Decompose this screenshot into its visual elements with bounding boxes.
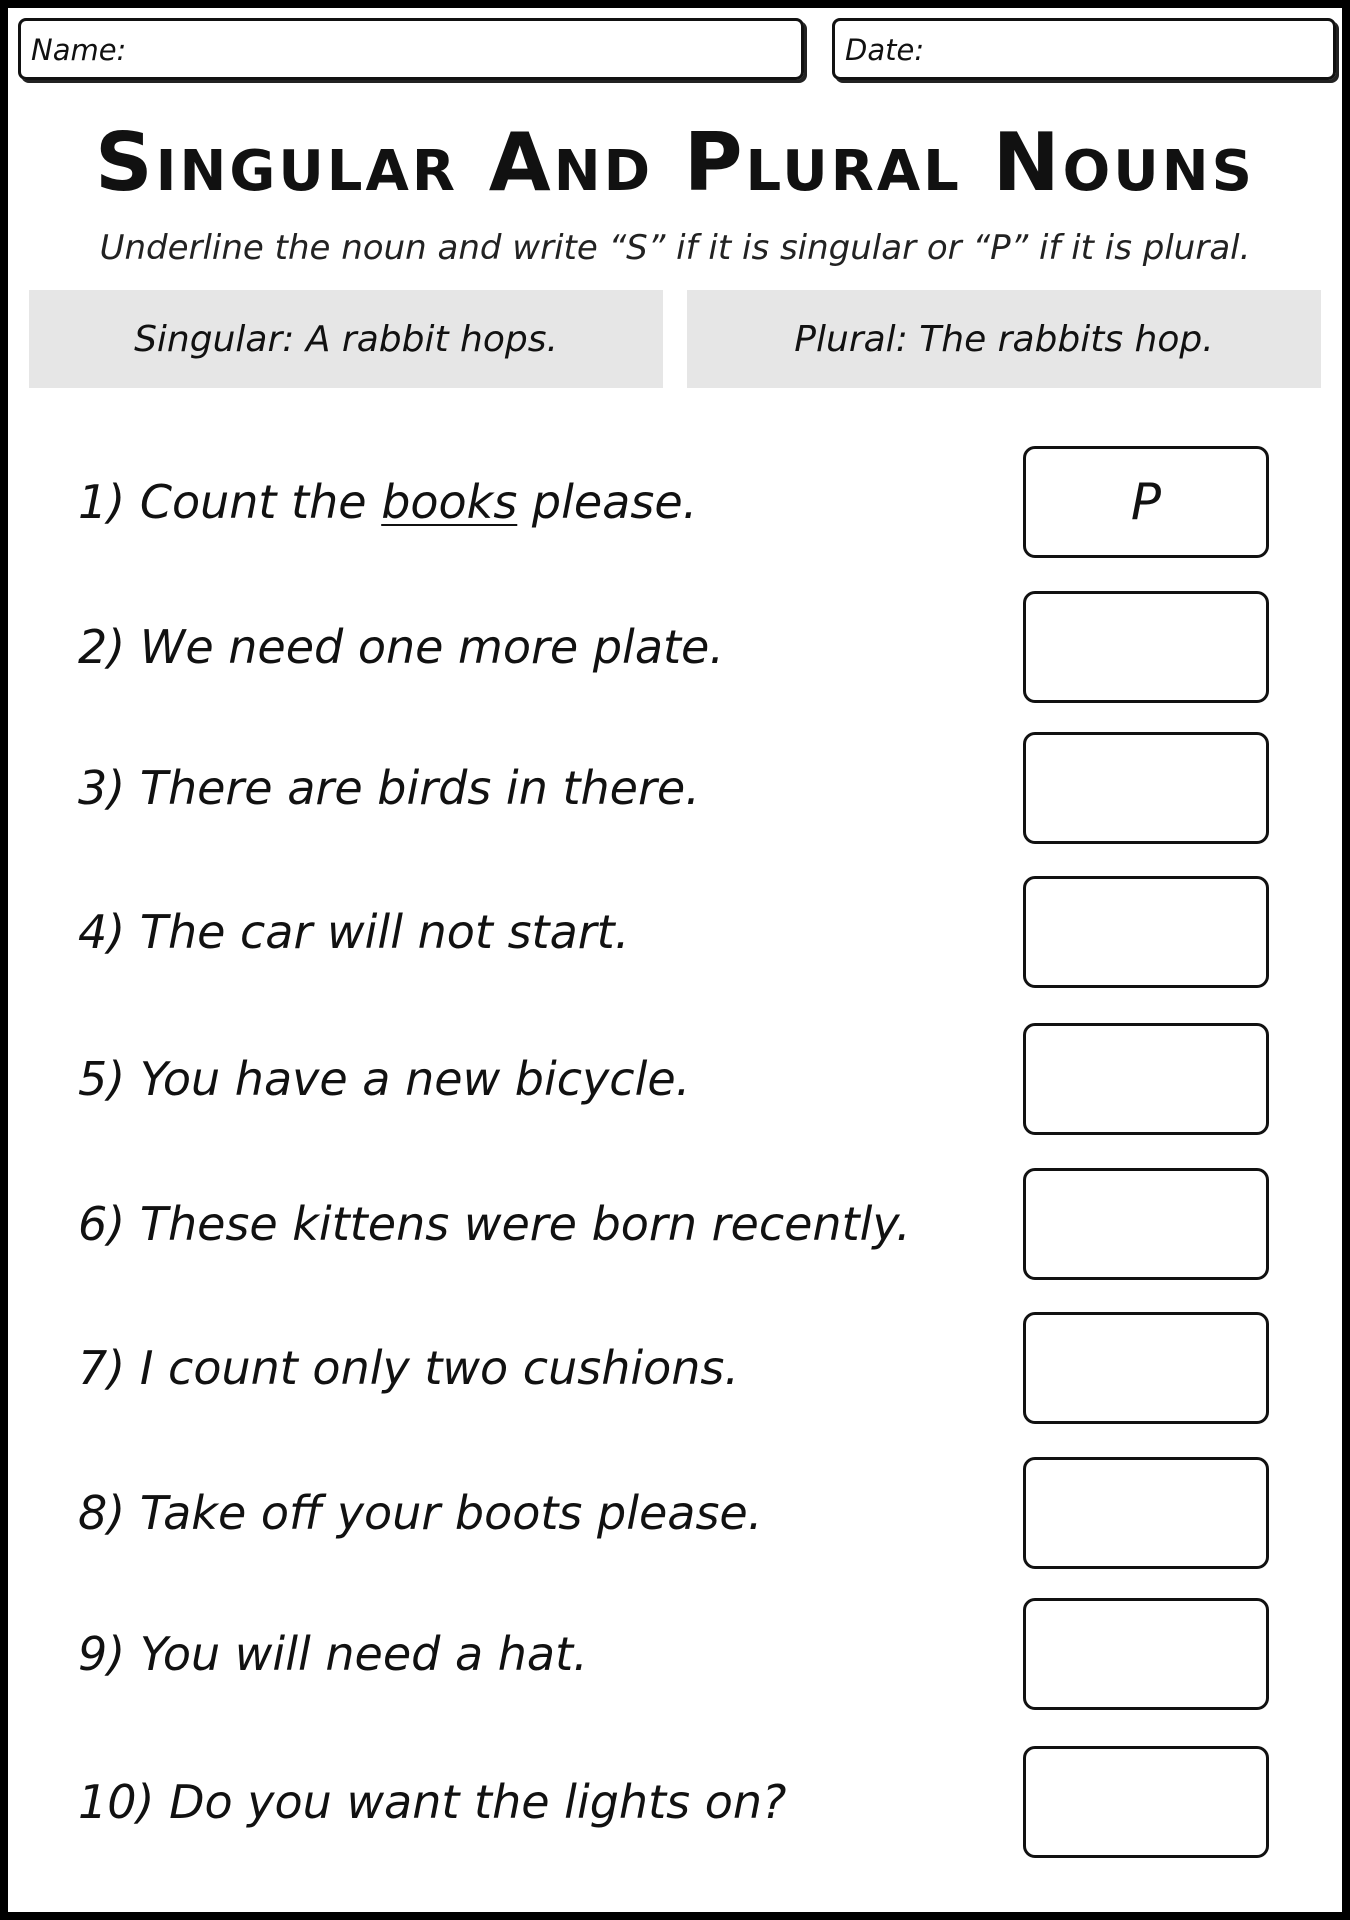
- underlined-noun: books: [381, 475, 518, 529]
- question-text: [78, 761, 700, 815]
- question-1: [78, 446, 978, 558]
- answer-box-1[interactable]: P: [1023, 446, 1269, 558]
- question-sentence: The car will not start.: [139, 905, 630, 959]
- question-text: [78, 475, 697, 529]
- question-sentence: We need one more plate.: [139, 620, 724, 674]
- answer-box-9[interactable]: [1023, 1598, 1269, 1710]
- singular-example: Singular: A rabbit hops.: [29, 290, 663, 388]
- question-text: [78, 1486, 762, 1540]
- question-sentence: Do you want the lights on?: [169, 1775, 787, 1829]
- question-sentence: Count the: [139, 475, 382, 529]
- question-6: [78, 1168, 978, 1280]
- answer-box-4[interactable]: [1023, 876, 1269, 988]
- question-number: 1): [78, 475, 140, 529]
- question-text: [78, 1197, 911, 1251]
- answer-box-7[interactable]: [1023, 1312, 1269, 1424]
- question-number: 4): [78, 905, 140, 959]
- question-sentence: You will need a hat.: [139, 1627, 588, 1681]
- question-number: 2): [78, 620, 140, 674]
- question-sentence: I count only two cushions.: [139, 1341, 740, 1395]
- name-field[interactable]: [18, 18, 804, 80]
- question-sentence: There are birds in there.: [139, 761, 700, 815]
- name-label: Name:: [31, 33, 127, 67]
- question-number: 3): [78, 761, 140, 815]
- question-sentence: These kittens were born recently.: [139, 1197, 911, 1251]
- question-2: [78, 591, 978, 703]
- question-text: [78, 1052, 690, 1106]
- answer-box-2[interactable]: [1023, 591, 1269, 703]
- question-10: [78, 1746, 978, 1858]
- question-3: [78, 732, 978, 844]
- question-sentence: You have a new bicycle.: [139, 1052, 691, 1106]
- plural-example: Plural: The rabbits hop.: [687, 290, 1321, 388]
- question-sentence: Take off your boots please.: [139, 1486, 763, 1540]
- date-field[interactable]: [832, 18, 1336, 80]
- question-9: [78, 1598, 978, 1710]
- question-number: 5): [78, 1052, 140, 1106]
- date-label: Date:: [845, 33, 925, 67]
- question-7: [78, 1312, 978, 1424]
- answer-box-8[interactable]: [1023, 1457, 1269, 1569]
- answer-box-5[interactable]: [1023, 1023, 1269, 1135]
- question-number: 10): [78, 1775, 170, 1829]
- instructions: Underline the noun and write “S” if it is singular or “P” if it is plural.: [99, 228, 1251, 268]
- answer-box-3[interactable]: [1023, 732, 1269, 844]
- question-number: 8): [78, 1486, 140, 1540]
- question-number: 6): [78, 1197, 140, 1251]
- question-number: 7): [78, 1341, 140, 1395]
- question-text: [78, 1627, 588, 1681]
- answer-box-10[interactable]: [1023, 1746, 1269, 1858]
- question-8: [78, 1457, 978, 1569]
- worksheet-title: Singular And Plural Nouns: [95, 116, 1255, 209]
- question-text: [78, 1775, 786, 1829]
- answer-box-6[interactable]: [1023, 1168, 1269, 1280]
- question-4: [78, 876, 978, 988]
- question-text: [78, 620, 724, 674]
- question-text: [78, 905, 629, 959]
- question-sentence-end: please.: [517, 475, 698, 529]
- question-number: 9): [78, 1627, 140, 1681]
- question-5: [78, 1023, 978, 1135]
- question-text: [78, 1341, 739, 1395]
